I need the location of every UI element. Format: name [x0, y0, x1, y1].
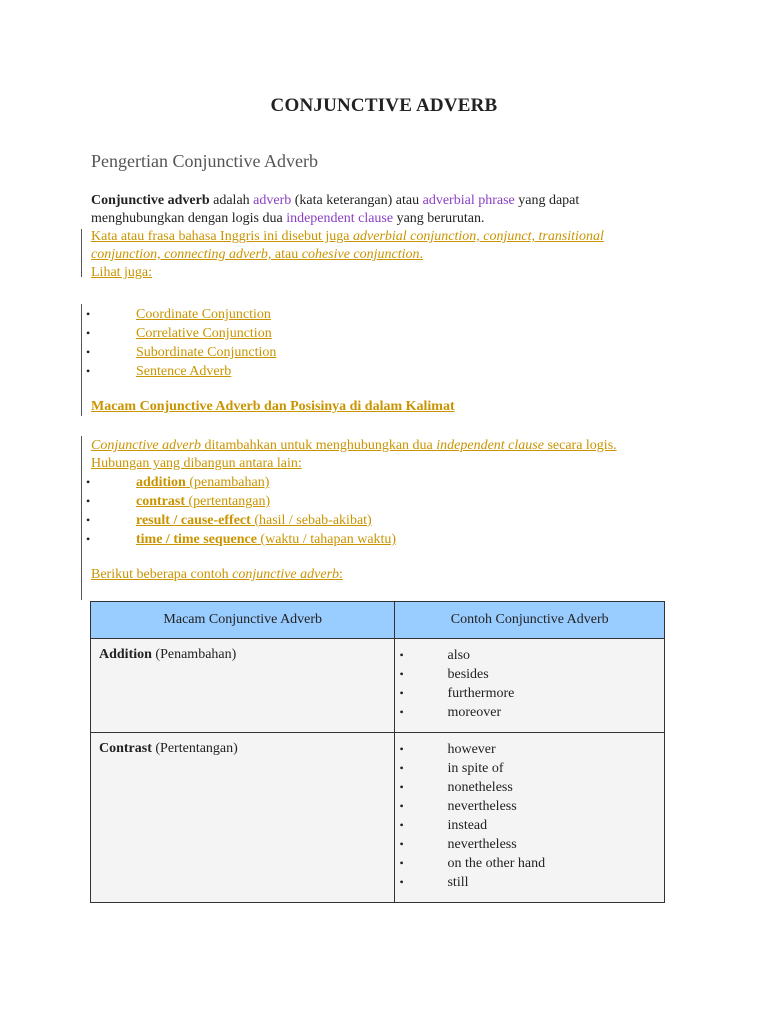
- example-text: besides: [447, 667, 489, 682]
- change-bar: [81, 304, 82, 416]
- bullet-icon: •: [86, 307, 91, 321]
- types-text-1: ditambahkan untuk menghubungkan dua: [201, 438, 437, 453]
- intro-text-4: yang berurutan.: [393, 211, 485, 226]
- relation-note: (penambahan): [185, 475, 270, 490]
- bullet-icon: •: [399, 761, 404, 775]
- relation-result: [136, 511, 372, 530]
- list-item: [86, 362, 686, 381]
- link-adverb[interactable]: adverb: [253, 193, 292, 208]
- table-row: [91, 733, 665, 903]
- alias-text-3: .: [419, 247, 424, 262]
- link-adverbial-phrase[interactable]: adverbial phrase: [422, 193, 515, 208]
- relation-label: contrast: [136, 494, 185, 509]
- section-heading-definition: Pengertian Conjunctive Adverb: [91, 151, 318, 171]
- relation-contrast: [136, 492, 270, 511]
- table-row: [91, 639, 665, 733]
- type-label: Addition: [99, 647, 152, 662]
- bullet-icon: •: [399, 780, 404, 794]
- list-item: [86, 305, 686, 324]
- section-heading-types: Macam Conjunctive Adverb dan Posisinya di dalam Kalimat: [91, 399, 455, 414]
- see-also-list: [86, 305, 686, 381]
- bullet-icon: •: [399, 648, 404, 662]
- bullet-icon: •: [86, 364, 91, 378]
- list-item: [86, 324, 686, 343]
- example-text: nonetheless: [447, 780, 513, 795]
- table-cell-type: [91, 639, 395, 733]
- alias-text-1: Kata atau frasa bahasa Inggris ini disebut juga: [91, 229, 354, 244]
- bullet-icon: •: [399, 818, 404, 832]
- list-item: [399, 665, 660, 684]
- list-item: [86, 492, 686, 511]
- type-note: (Pertentangan): [151, 741, 238, 756]
- change-bar: [81, 229, 82, 277]
- alias-paragraph: [91, 228, 661, 264]
- intro-paragraph: [91, 192, 671, 228]
- list-item: [399, 816, 660, 835]
- intro-text-2: (kata keterangan) atau: [291, 193, 423, 208]
- relations-list: [86, 473, 686, 549]
- relation-note: (hasil / sebab-akibat): [250, 513, 372, 528]
- examples-intro-text: Berikut beberapa contoh: [91, 567, 233, 582]
- link-subordinate-conjunction[interactable]: Subordinate Conjunction: [136, 345, 277, 360]
- bullet-icon: •: [399, 705, 404, 719]
- table-header-cell: Macam Conjunctive Adverb: [91, 602, 395, 639]
- examples-intro-italic: conjunctive adverb: [232, 567, 340, 582]
- link-sentence-adverb[interactable]: Sentence Adverb: [136, 364, 232, 379]
- bullet-icon: •: [399, 799, 404, 813]
- alias-text-2: atau: [271, 247, 302, 262]
- examples-intro-colon: :: [339, 567, 343, 582]
- table-header-row: [91, 602, 665, 639]
- table-cell-examples: [395, 733, 665, 903]
- types-line-2: Hubungan yang dibangun antara lain:: [91, 456, 302, 471]
- list-item: [399, 873, 660, 892]
- intro-term: Conjunctive adverb: [91, 193, 210, 208]
- example-text: instead: [447, 818, 488, 833]
- list-item: [399, 646, 660, 665]
- table-cell-type: [91, 733, 395, 903]
- conjunctive-adverb-table: [90, 601, 665, 903]
- bullet-icon: •: [399, 837, 404, 851]
- alias-terms-a: adverbial conjunction, conjunct, transitional conjunction, connecting adverb,: [91, 229, 604, 262]
- example-text: in spite of: [447, 761, 504, 776]
- intro-text-3: yang dapat menghubungkan dengan logis dua: [91, 193, 580, 226]
- bullet-icon: •: [86, 475, 91, 489]
- example-text: moreover: [447, 705, 502, 720]
- bullet-icon: •: [86, 532, 91, 546]
- bullet-icon: •: [399, 875, 404, 889]
- table-header-cell: Contoh Conjunctive Adverb: [395, 602, 665, 639]
- example-text: furthermore: [447, 686, 515, 701]
- relation-label: time / time sequence: [136, 532, 257, 547]
- change-bar: [81, 436, 82, 600]
- types-paragraph: [91, 437, 671, 473]
- examples-intro: [91, 566, 671, 584]
- alias-terms-b: cohesive conjunction: [301, 247, 420, 262]
- list-item: [86, 530, 686, 549]
- type-note: (Penambahan): [151, 647, 237, 662]
- example-text: on the other hand: [447, 856, 546, 871]
- relation-time: [136, 530, 396, 549]
- type-label: Contrast: [99, 741, 152, 756]
- types-text-2: secara logis.: [543, 438, 617, 453]
- list-item: [86, 473, 686, 492]
- types-italic-1: Conjunctive adverb: [91, 438, 202, 453]
- relation-note: (waktu / tahapan waktu): [256, 532, 397, 547]
- bullet-icon: •: [86, 345, 91, 359]
- link-independent-clause[interactable]: independent clause: [286, 211, 394, 226]
- example-text: nevertheless: [447, 799, 517, 814]
- example-text: still: [447, 875, 469, 890]
- bullet-icon: •: [399, 742, 404, 756]
- document-title: CONJUNCTIVE ADVERB: [270, 95, 498, 116]
- link-coordinate-conjunction[interactable]: Coordinate Conjunction: [136, 307, 271, 322]
- example-text: also: [447, 648, 471, 663]
- list-item: [399, 854, 660, 873]
- relation-addition: [136, 473, 269, 492]
- example-text: however: [447, 742, 496, 757]
- link-correlative-conjunction[interactable]: Correlative Conjunction: [136, 326, 272, 341]
- bullet-icon: •: [399, 667, 404, 681]
- see-also-label: Lihat juga:: [91, 265, 153, 280]
- list-item: [399, 797, 660, 816]
- list-item: [86, 511, 686, 530]
- list-item: [399, 703, 660, 722]
- list-item: [399, 835, 660, 854]
- types-italic-2: independent clause: [436, 438, 544, 453]
- relation-label: result / cause-effect: [136, 513, 251, 528]
- list-item: [399, 684, 660, 703]
- list-item: [399, 759, 660, 778]
- bullet-icon: •: [399, 686, 404, 700]
- list-item: [399, 778, 660, 797]
- bullet-icon: •: [86, 326, 91, 340]
- list-item: [86, 343, 686, 362]
- relation-note: (pertentangan): [185, 494, 271, 509]
- list-item: [399, 740, 660, 759]
- example-text: nevertheless: [447, 837, 517, 852]
- bullet-icon: •: [399, 856, 404, 870]
- table-cell-examples: [395, 639, 665, 733]
- bullet-icon: •: [86, 513, 91, 527]
- relation-label: addition: [136, 475, 186, 490]
- intro-text-1: adalah: [209, 193, 254, 208]
- bullet-icon: •: [86, 494, 91, 508]
